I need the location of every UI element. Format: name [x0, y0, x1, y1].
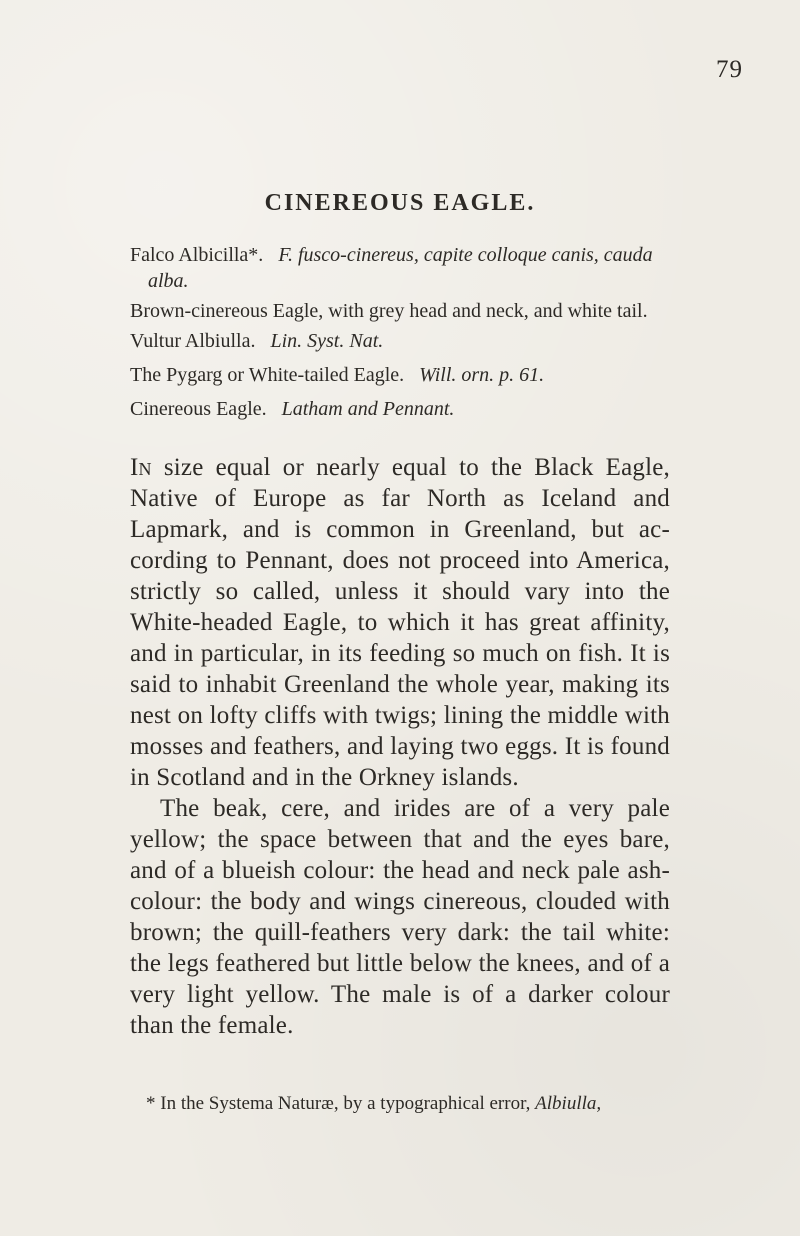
synonym-entry	[130, 298, 690, 324]
synonym-reference: F. fusco-cinereus, capite colloque canis, cauda alba.	[148, 244, 653, 292]
paragraph	[130, 793, 670, 1041]
page-number: 79	[716, 56, 743, 83]
synonym-name: Brown-cinereous Eagle, with grey head and neck, and white tail.	[130, 300, 648, 322]
paragraph-text: size equal or nearly equal to the Black Eagle, Native of Europe as far North as Iceland and Lapmark, and is common in Greenland, but ac-cording to Pennant, does not proceed into America, strictly so called, unless it should vary into the White-headed Eagle, to which it has great affinity, and in particular, in its feeding so much on fish. It is said to inhabit Greenland the whole year, making its nest on lofty cliffs with twigs; lining the middle with mosses and feathers, and laying two eggs. It is found in Scotland and in the Orkney islands.	[130, 454, 670, 791]
body-text	[130, 452, 670, 1041]
paragraph-lead: In	[130, 454, 152, 481]
paragraph-text: The beak, cere, and irides are of a very pale yellow; the space between that and the eyes bare, and of a blueish colour: the head and neck pale ash-colour: the body and wings cinereous, clouded with brown; the quill-feathers very dark: the tail white: the legs feathered but little below the knees, and of a very light yellow. The male is of a darker colour than the female.	[130, 795, 670, 1039]
synonym-name: Vultur Albiulla.	[130, 330, 256, 352]
synonym-name: Falco Albicilla*.	[130, 244, 264, 266]
synonym-entry	[130, 362, 690, 388]
synonym-entry	[130, 396, 690, 422]
page-title: CINEREOUS EAGLE.	[264, 190, 536, 216]
paragraph	[130, 452, 670, 793]
footnote	[146, 1092, 706, 1116]
footnote-text: * In the Systema Naturæ, by a typographical error,	[146, 1093, 536, 1114]
synonym-name: Cinereous Eagle.	[130, 398, 267, 420]
synonym-entry	[130, 242, 690, 294]
synonym-entry	[130, 328, 690, 354]
synonym-reference: Lin. Syst. Nat.	[270, 330, 384, 352]
synonym-name: The Pygarg or White-tailed Eagle.	[130, 364, 405, 386]
synonym-list	[130, 242, 690, 430]
synonym-reference: Will. orn. p. 61.	[419, 364, 545, 386]
footnote-italic: Albiulla,	[535, 1093, 602, 1114]
synonym-reference: Latham and Pennant.	[281, 398, 455, 420]
